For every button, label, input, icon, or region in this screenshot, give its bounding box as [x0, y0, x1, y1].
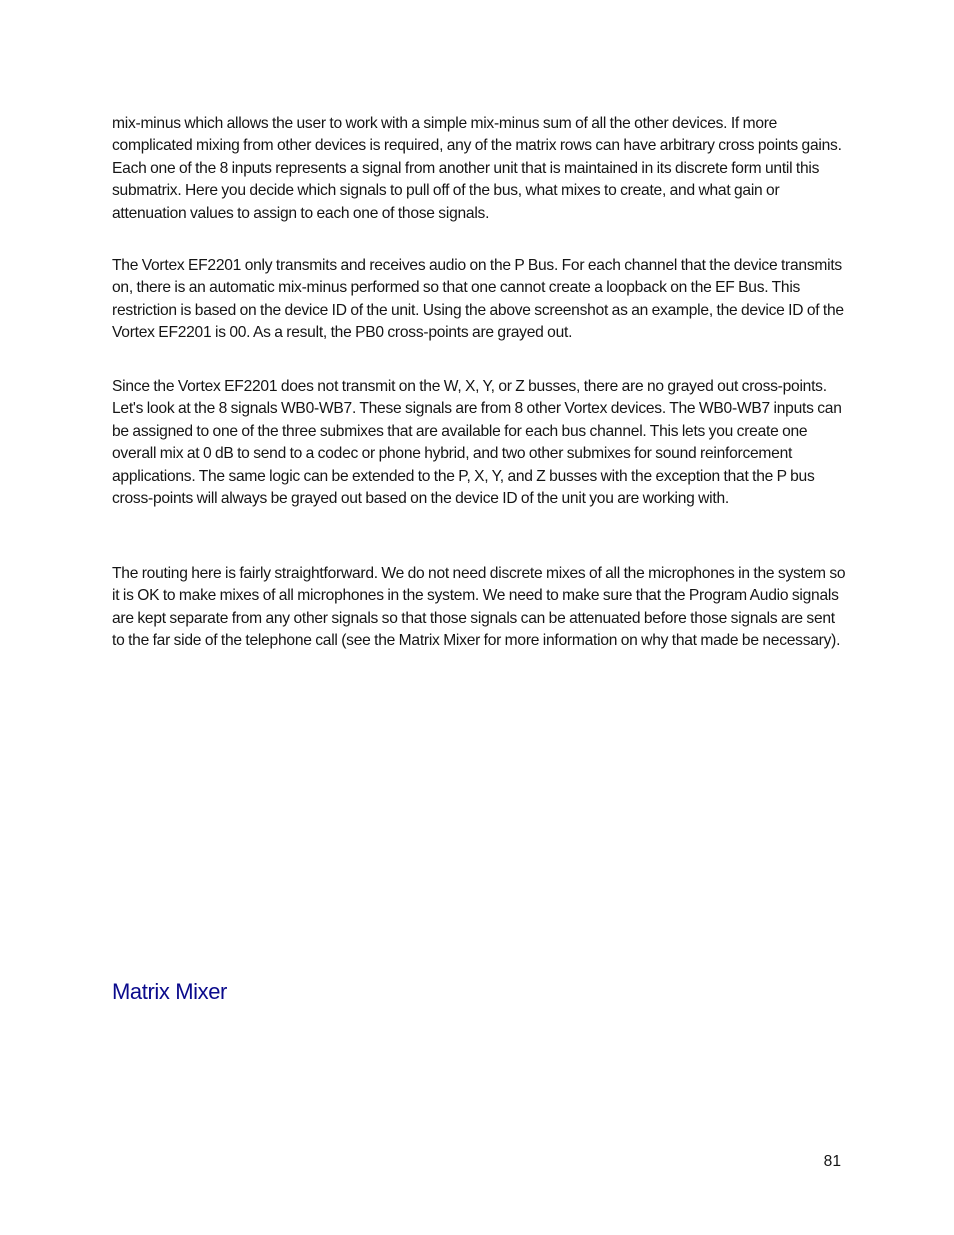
- body-paragraph-wxyz-busses: Since the Vortex EF2201 does not transmit on the W, X, Y, or Z busses, there are no grayed out cross-points. Let's look at the 8 signals WB0-WB7. These signals are from 8 other Vortex devices. The WB0-WB7 inputs can be assigned to one of the three submixes that are available for each bus channel. This lets you create one overall mix at 0 dB to send to a codec or phone hybrid, and two other submixes for sound reinforcement applications. The same logic can be extended to the P, X, Y, and Z busses with the exception that the P bus cross-points will always be grayed out based on the device ID of the unit you are working with.: [112, 378, 842, 508]
- body-paragraph-p-bus: The Vortex EF2201 only transmits and receives audio on the P Bus. For each channel that the device transmits on, there is an automatic mix-minus performed so that one cannot create a loopback on the EF Bus. This restriction is based on the device ID of the unit. Using the above screenshot as an example, the device ID of the Vortex EF2201 is 00. As a result, the PB0 cross-points are grayed out.: [112, 257, 844, 342]
- body-paragraph-routing: The routing here is fairly straightforward. We do not need discrete mixes of all the microphones in the system so it is OK to make mixes of all microphones in the system. We need to make sure that the Program Audio signals are kept separate from any other signals so that those signals can be attenuated before those signals are sent to the far side of the telephone call (see the Matrix Mixer for more information on why that made be necessary).: [112, 565, 846, 650]
- section-heading-matrix-mixer: Matrix Mixer: [112, 979, 227, 1004]
- page-number: 81: [823, 1153, 841, 1170]
- body-paragraph-mix-minus: mix-minus which allows the user to work with a simple mix-minus sum of all the other devices. If more complicated mixing from other devices is required, any of the matrix rows can have arbitrary cross points gains. Each one of the 8 inputs represents a signal from another unit that is maintained in its discrete form until this submatrix. Here you decide which signals to pull off of the bus, what mixes to create, and what gain or attenuation values to assign to each one of those signals.: [112, 115, 842, 222]
